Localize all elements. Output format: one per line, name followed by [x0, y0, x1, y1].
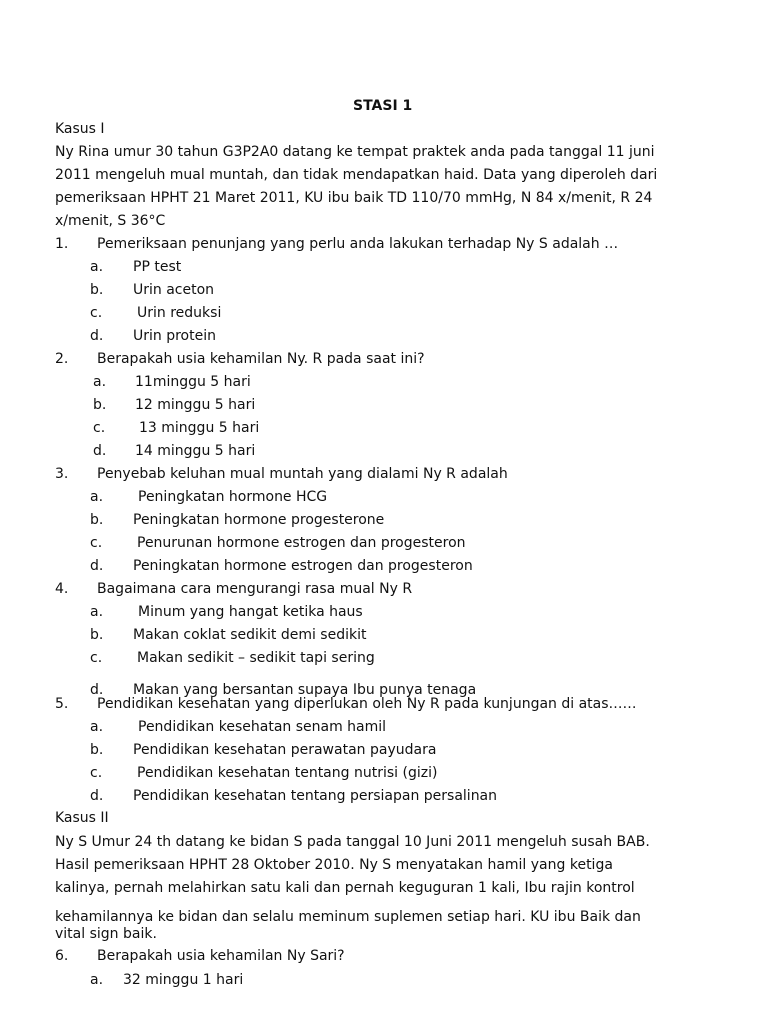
- option-letter: d.: [90, 788, 104, 804]
- question-number: 4.: [55, 581, 69, 597]
- option-text: Peningkatan hormone HCG: [138, 489, 328, 505]
- option-letter: d.: [93, 443, 107, 459]
- option-text: Pendidikan kesehatan tentang nutrisi (gizi): [137, 765, 438, 781]
- case2-line: vital sign baik.: [55, 926, 157, 942]
- option-text: Urin protein: [133, 328, 216, 344]
- option-letter: d.: [90, 682, 104, 698]
- case1-line: pemeriksaan HPHT 21 Maret 2011, KU ibu baik TD 110/70 mmHg, N 84 x/menit, R 24: [55, 190, 653, 206]
- question-text: Pemeriksaan penunjang yang perlu anda lakukan terhadap Ny S adalah …: [97, 236, 619, 252]
- option-text: Pendidikan kesehatan perawatan payudara: [133, 742, 437, 758]
- option-text: 11minggu 5 hari: [135, 374, 251, 390]
- option-letter: c.: [90, 305, 103, 321]
- option-text: Makan coklat sedikit demi sedikit: [133, 627, 367, 643]
- question-number: 1.: [55, 236, 69, 252]
- question-number: 2.: [55, 351, 69, 367]
- case1-line: x/menit, S 36°C: [55, 213, 166, 229]
- option-text: Makan yang bersantan supaya Ibu punya tenaga: [133, 682, 477, 698]
- option-text: Penurunan hormone estrogen dan progesteron: [137, 535, 466, 551]
- option-letter: d.: [90, 328, 104, 344]
- case2-line: Hasil pemeriksaan HPHT 28 Oktober 2010. Ny S menyatakan hamil yang ketiga: [55, 857, 613, 873]
- question-text: Berapakah usia kehamilan Ny Sari?: [97, 948, 345, 964]
- option-letter: a.: [90, 719, 104, 735]
- case1-line: Ny Rina umur 30 tahun G3P2A0 datang ke tempat praktek anda pada tanggal 11 juni: [55, 144, 655, 160]
- question-number: 5.: [55, 696, 69, 712]
- option-letter: c.: [90, 650, 103, 666]
- option-text: Makan sedikit – sedikit tapi sering: [137, 650, 375, 666]
- question-text: Penyebab keluhan mual muntah yang dialami Ny R adalah: [97, 466, 508, 482]
- option-text: Peningkatan hormone estrogen dan progesteron: [133, 558, 473, 574]
- option-text: Minum yang hangat ketika haus: [138, 604, 363, 620]
- option-letter: d.: [90, 558, 104, 574]
- option-text: 13 minggu 5 hari: [139, 420, 260, 436]
- option-letter: b.: [90, 282, 104, 298]
- option-letter: a.: [93, 374, 107, 390]
- question-text: Bagaimana cara mengurangi rasa mual Ny R: [97, 581, 413, 597]
- question-number: 3.: [55, 466, 69, 482]
- option-letter: a.: [90, 604, 104, 620]
- option-text: PP test: [133, 259, 182, 275]
- option-letter: b.: [90, 742, 104, 758]
- option-text: 12 minggu 5 hari: [135, 397, 256, 413]
- case2-line: Ny S Umur 24 th datang ke bidan S pada tanggal 10 Juni 2011 mengeluh susah BAB.: [55, 834, 650, 850]
- option-text: Peningkatan hormone progesterone: [133, 512, 385, 528]
- case1-heading: Kasus I: [55, 121, 105, 137]
- option-text: Pendidikan kesehatan tentang persiapan persalinan: [133, 788, 498, 804]
- option-letter: b.: [90, 627, 104, 643]
- question-text: Pendidikan kesehatan yang diperlukan oleh Ny R pada kunjungan di atas……: [97, 696, 637, 712]
- option-text: 32 minggu 1 hari: [123, 972, 244, 988]
- case1-line: 2011 mengeluh mual muntah, dan tidak mendapatkan haid. Data yang diperoleh dari: [55, 167, 658, 183]
- option-letter: c.: [90, 535, 103, 551]
- option-letter: b.: [90, 512, 104, 528]
- option-letter: c.: [90, 765, 103, 781]
- option-text: 14 minggu 5 hari: [135, 443, 256, 459]
- case2-line: kalinya, pernah melahirkan satu kali dan pernah keguguran 1 kali, Ibu rajin kontrol: [55, 880, 635, 896]
- case2-line: kehamilannya ke bidan dan selalu meminum suplemen setiap hari. KU ibu Baik dan: [55, 909, 641, 925]
- option-letter: a.: [90, 972, 104, 988]
- option-letter: a.: [90, 489, 104, 505]
- question-number: 6.: [55, 948, 69, 964]
- option-letter: c.: [93, 420, 106, 436]
- option-text: Urin aceton: [133, 282, 215, 298]
- option-letter: b.: [93, 397, 107, 413]
- option-letter: a.: [90, 259, 104, 275]
- page-title: STASI 1: [353, 98, 413, 114]
- question-text: Berapakah usia kehamilan Ny. R pada saat ini?: [97, 351, 425, 367]
- option-text: Pendidikan kesehatan senam hamil: [138, 719, 387, 735]
- option-text: Urin reduksi: [137, 305, 222, 321]
- case2-heading: Kasus II: [55, 810, 109, 826]
